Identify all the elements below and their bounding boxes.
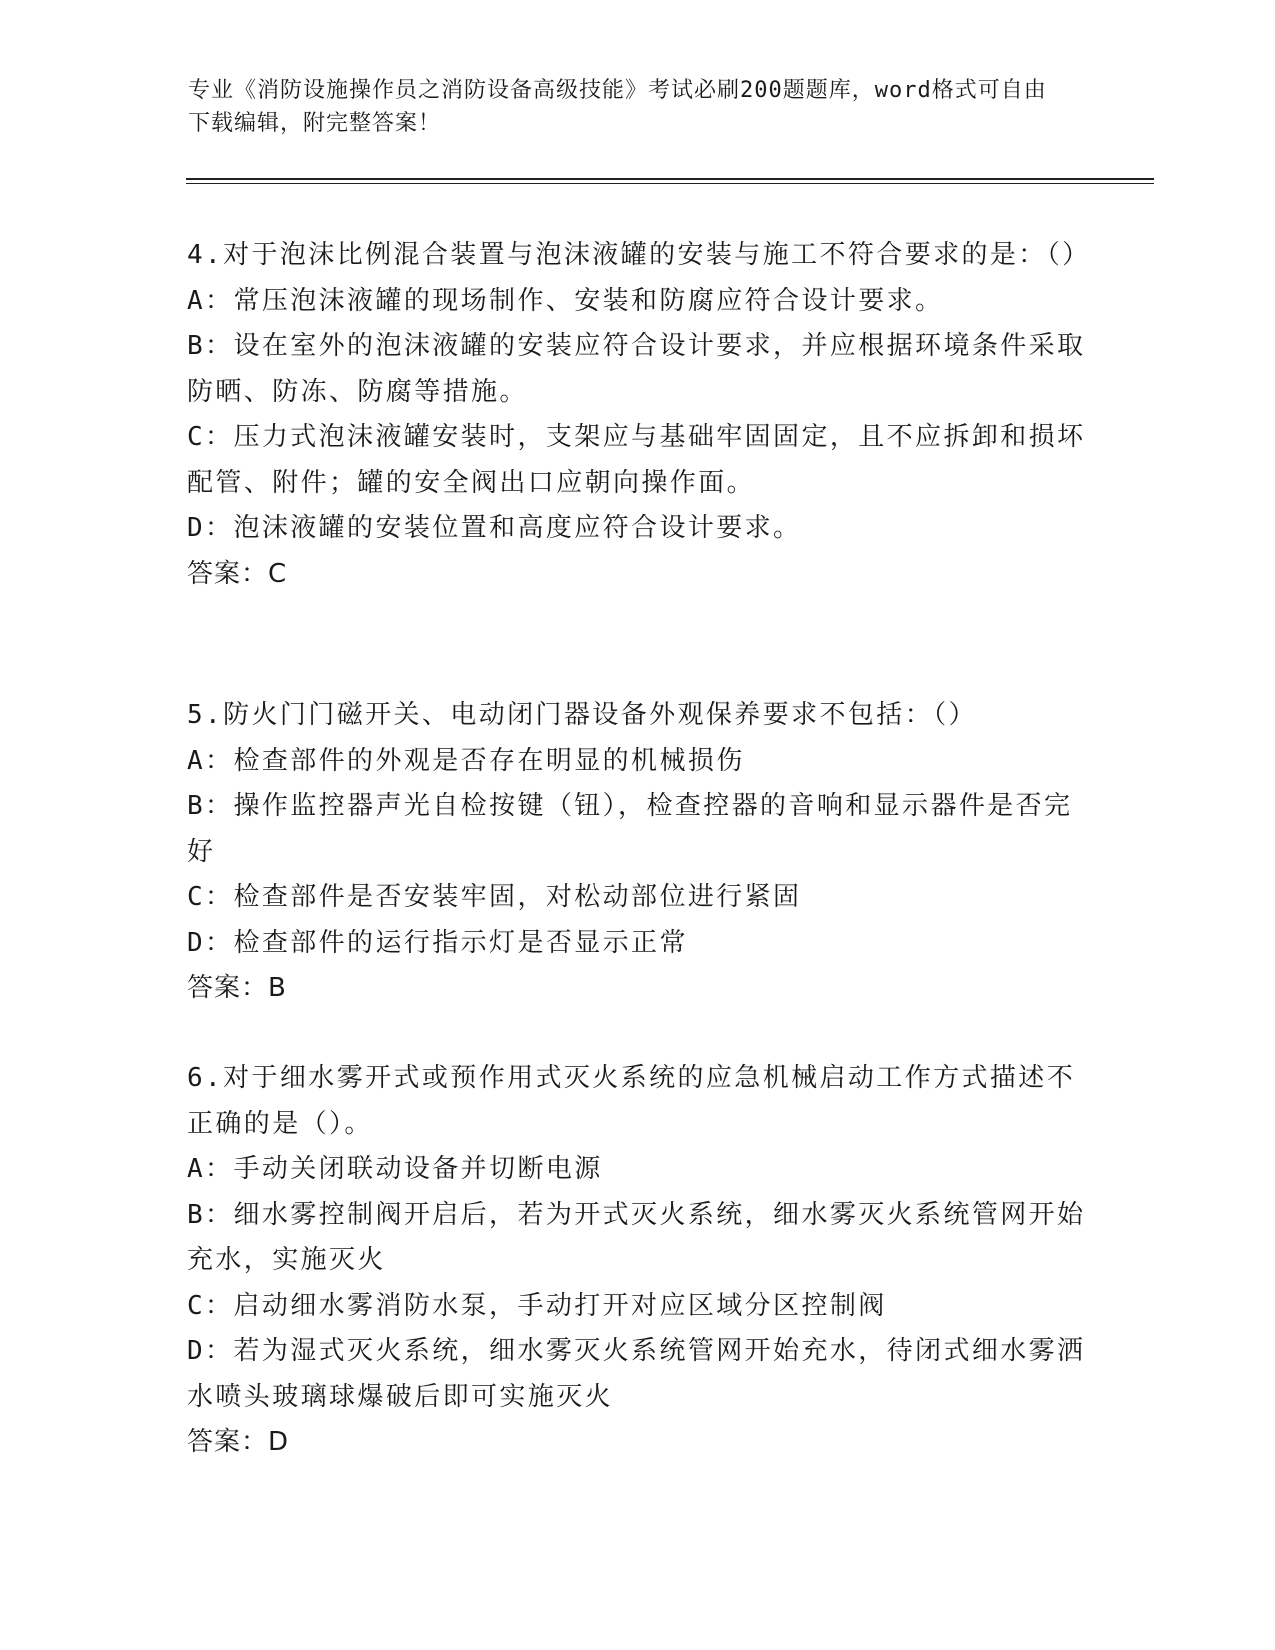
option-a: A：手动关闭联动设备并切断电源: [187, 1154, 603, 1184]
option-a: A：检查部件的外观是否存在明显的机械损伤: [187, 745, 745, 776]
header-text: 专业《消防设施操作员之消防设备高级技能》考试必刷200题题库，word格式可自由下载编辑，附完整答案！: [188, 78, 1047, 136]
header-divider: [186, 178, 1154, 184]
question-stem: 6.对于细水雾开式或预作用式灭火系统的应急机械启动工作方式描述不正确的是（）。: [187, 1063, 1076, 1139]
option-d: D：检查部件的运行指示灯是否显示正常: [187, 927, 688, 958]
option-d: D：泡沫液罐的安装位置和高度应符合设计要求。: [187, 513, 802, 543]
question-6: [187, 1056, 1087, 1466]
option-b: B：操作监控器声光自检按键（钮），检查控器的音响和显示器件是否完好: [187, 791, 1073, 867]
document-header: [188, 74, 1068, 140]
question-4: [187, 233, 1091, 597]
question-5: [187, 693, 1087, 1012]
option-b: B：设在室外的泡沫液罐的安装应符合设计要求，并应根据环境条件采取防晒、防冻、防腐等措施。: [187, 331, 1086, 407]
option-c: C：压力式泡沫液罐安装时，支架应与基础牢固固定，且不应拆卸和损坏配管、附件；罐的安全阀出口应朝向操作面。: [187, 422, 1086, 498]
answer: 答案：C: [187, 558, 288, 589]
answer: 答案：D: [187, 1427, 290, 1457]
option-a: A：常压泡沫液罐的现场制作、安装和防腐应符合设计要求。: [187, 285, 944, 316]
answer: 答案：B: [187, 973, 287, 1003]
option-c: C：检查部件是否安装牢固，对松动部位进行紧固: [187, 882, 802, 912]
question-stem: 5.防火门门磁开关、电动闭门器设备外观保养要求不包括：（）: [187, 700, 977, 730]
option-d: D：若为湿式灭火系统，细水雾灭火系统管网开始充水，待闭式细水雾洒水喷头玻璃球爆破后即可实施灭火: [187, 1336, 1086, 1412]
option-c: C：启动细水雾消防水泵，手动打开对应区域分区控制阀: [187, 1290, 887, 1321]
question-stem: 4.对于泡沫比例混合装置与泡沫液罐的安装与施工不符合要求的是：（）: [187, 240, 1091, 270]
option-b: B：细水雾控制阀开启后，若为开式灭火系统，细水雾灭火系统管网开始充水，实施灭火: [187, 1199, 1086, 1275]
